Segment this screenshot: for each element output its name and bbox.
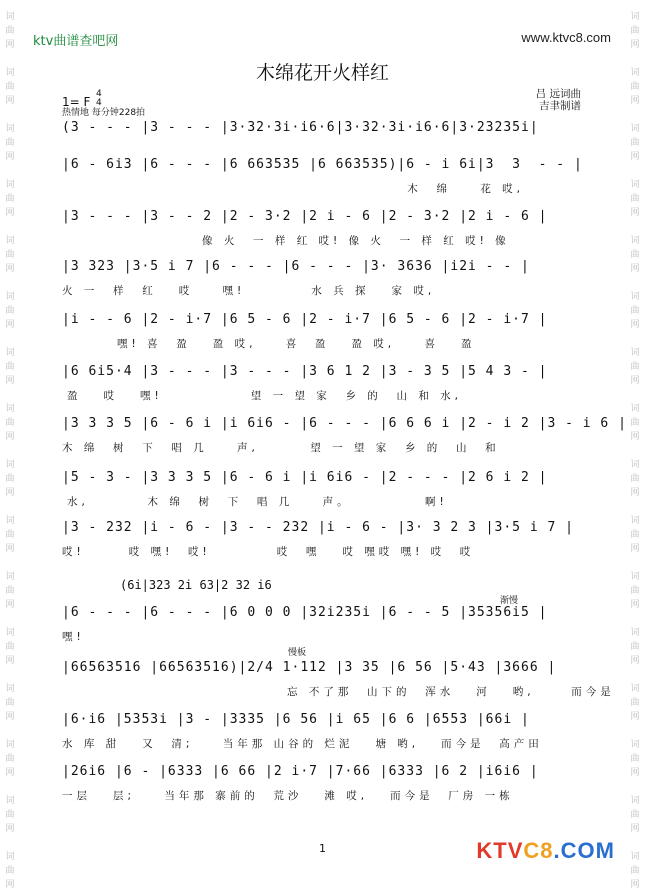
music-line: |3 323 |3·5 i 7 |6 - - - |6 - - - |3· 3636 |i2i - - |	[62, 259, 530, 274]
music-line: (3 - - - |3 - - - |3·32·3i·i6·6|3·32·3i·i6·6|3·23235i|	[62, 120, 539, 135]
site-name-left[interactable]: ktv曲谱查吧网	[33, 34, 119, 49]
page-number: 1	[319, 842, 326, 855]
arranger-credit: 吉聿制谱	[539, 100, 581, 112]
music-line: |26i6 |6 - |6333 |6 66 |2 i·7 |7·66 |6333 |6 2 |i6i6 |	[62, 764, 539, 779]
music-line: |3 3 3 5 |6 - 6 i |i 6i6 - |6 - - - |6 6 6 i |2 - i 2 |3 - i 6 |	[62, 416, 627, 431]
music-line: |6 - 6i3 |6 - - - |6 663535 |6 663535)|6 - i 6i|3 3 - - |	[62, 157, 583, 172]
music-line: |3 - 232 |i - 6 - |3 - - 232 |i - 6 - |3· 3 2 3 |3·5 i 7 |	[62, 520, 574, 535]
lyric-line: 一层 层; 当年那 寨前的 荒沙 滩 哎, 而今是 厂房 一栋	[62, 790, 514, 802]
lyric-line: 木 绵 树 下 唱 几 声, 望 一 望 家 乡 的 山 和	[62, 442, 500, 454]
music-line: |3 - - - |3 - - 2 |2 - 3·2 |2 i - 6 |2 - 3·2 |2 i - 6 |	[62, 209, 548, 224]
song-title: 木绵花开火样红	[255, 62, 389, 84]
slow-mark: 慢板	[288, 648, 307, 658]
intro-line: (6i|323 2i 63|2 32 i6	[120, 578, 272, 592]
lyric-line: 像 火 一 样 红 哎! 像 火 一 样 红 哎! 像	[202, 235, 510, 247]
lyric-line: 盈 哎 嘿! 望 一 望 家 乡 的 山 和 水,	[67, 390, 463, 402]
site-logo	[476, 838, 615, 864]
lyric-line: 木 绵 花 哎,	[407, 183, 524, 195]
lyric-line: 水 库 甜 又 清; 当年那 山谷的 烂泥 塘 哟, 而今是 高产田	[62, 738, 543, 750]
lyric-line: 水, 木 绵 树 下 唱 几 声。 啊!	[67, 496, 448, 508]
lyric-line: 嘿! 喜 盈 盈 哎, 喜 盈 盈 哎, 喜 盈	[117, 338, 476, 350]
tempo-marking: 热情地 每分钟228拍	[62, 108, 146, 118]
lyricist-composer-credit: 吕 远词曲	[535, 88, 581, 100]
logo-part-1: KTV	[476, 838, 524, 863]
logo-part-3: .COM	[553, 838, 615, 863]
slower-mark: 渐慢	[500, 596, 519, 606]
music-line: |6·i6 |5353i |3 - |3335 |6 56 |i 65 |6 6 |6553 |66i |	[62, 712, 530, 727]
music-line: |6 6i5·4 |3 - - - |3 - - - |3 6 1 2 |3 - 3 5 |5 4 3 - |	[62, 364, 548, 379]
key-signature: 1= F	[62, 95, 91, 109]
music-line: |66563516 |66563516)|2/4 1·112 |3 35 |6 56 |5·43 |3666 |	[62, 660, 557, 675]
lyric-line: 嘿!	[62, 631, 85, 643]
music-line: |5 - 3 - |3 3 3 5 |6 - 6 i |i 6i6 - |2 - - - |2 6 i 2 |	[62, 470, 548, 485]
site-url-right[interactable]: www.ktvc8.com	[521, 30, 611, 45]
lyric-line: 火 一 样 红 哎 嘿! 水 兵 探 家 哎,	[62, 285, 436, 297]
meter-bottom: 4	[96, 98, 102, 108]
music-line: |i - - 6 |2 - i·7 |6 5 - 6 |2 - i·7 |6 5 - 6 |2 - i·7 |	[62, 312, 548, 327]
lyric-line: 忘 不了那 山下的 浑水 河 哟, 而今是	[287, 686, 615, 698]
music-line: |6 - - - |6 - - - |6 0 0 0 |32i235i |6 - - 5 |35356i5 |	[62, 605, 548, 620]
logo-part-2: C8	[523, 838, 554, 863]
meter-top: 4	[96, 89, 102, 99]
lyric-line: 哎! 哎 嘿! 哎! 哎 嘿 哎 嘿哎 嘿! 哎 哎	[62, 546, 475, 558]
